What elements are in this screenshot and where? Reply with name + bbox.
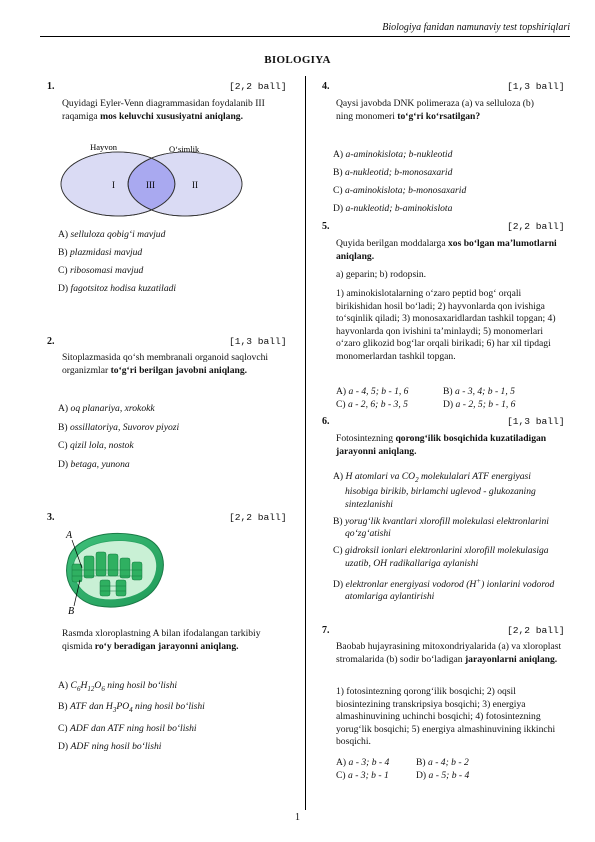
question-number: 6. [322,416,330,427]
question-number: 5. [322,221,330,232]
option-a[interactable]: A) H atomlari va $CO_2$ molekulalari ATF energiyasi hisobiga birikib, birlamchi uglevod - glukozaning sintezlanishi [333,471,536,510]
question-text: Baobab hujayrasining mitoxondriyalarida (a) va xloroplast stromalarida (b) sodir bo‘ladigan jarayonlarni aniqlang. [336,641,562,666]
option-d[interactable]: D) betaga, yunona [58,458,130,470]
option-a[interactable]: A) a - 3; b - 4 [336,757,390,768]
question-text: Rasmda xloroplastning A bilan ifodalangan tarkibiy qismida ro‘y beradigan jarayonni aniqlang. [62,628,261,653]
option-row-2 [336,770,566,783]
page-number: 1 [295,812,300,823]
venn-left-label: Hayvon [90,142,117,152]
option-row-1 [336,386,566,399]
question-text: Sitoplazmasida qo‘sh membranali organoid saqlovchi organizmlar to‘g‘ri berilgan javobni aniqlang. [62,352,269,377]
question-points: [2,2 ball] [229,512,287,523]
question-number: 2. [47,336,55,347]
venn-diagram [55,142,255,220]
answer-options [58,680,288,754]
option-d[interactable]: D) fagotsitoz hodisa kuzatiladi [58,283,177,294]
question-facts: 1) fotosintezning qorong‘ilik bosqichi; 2) oqsil biosintezining transkripsiya bosqichi; 3) energiya almashinuvining uchinchi bosqichi; 4) fotosintezning yorug‘lik bosqichi; 5) energiya almashinuvining ikkinchi bosqichi. [336,686,556,748]
option-b[interactable]: B) a - 3, 4; b - 1, 5 [443,386,515,397]
section-title: BIOLOGIYA [264,54,331,66]
option-a[interactable]: A) oq planariya, xrokokk [58,403,155,414]
question-text: Quyidagi Eyler-Venn diagrammasidan foydalanib III raqamiga mos keluvchi xususiyatni aniqlang. [62,98,265,123]
option-a[interactable]: A) a - 4, 5; b - 1, 6 [336,386,409,397]
answer-options [58,229,288,296]
option-row-2 [336,399,566,412]
option-b[interactable]: B) a-nukleotid; b-monosaxarid [333,167,453,178]
option-c[interactable]: C) ribosomasi mavjud [58,265,144,276]
option-d[interactable]: D) elektronlar energiyasi vodorod (H+) ionlarini vodorod atomlariga aylantirishi [333,576,555,603]
answer-options [333,471,565,604]
answer-options [333,149,568,216]
option-row-1 [336,757,566,770]
option-c[interactable]: C) ADF dan ATF ning hosil bo‘lishi [58,722,197,734]
option-c[interactable]: C) a - 3; b - 1 [336,769,389,781]
venn-region-1: I [112,180,115,190]
figure-label-b: B [68,606,75,616]
option-b[interactable]: B) plazmidasi mavjud [58,247,143,258]
option-a[interactable]: A) selluloza qobig‘i mavjud [58,229,166,240]
option-c[interactable]: C) a-aminokislota; b-monosaxarid [333,185,467,196]
option-a[interactable]: A) $C_6H_{12}O_6$ ning hosil bo‘lishi [58,680,178,693]
column-divider [305,76,306,810]
option-c[interactable]: C) gidroksil ionlari elektronlarini xlorofill molekulasiga uzatib, OH radikallariga aylanishi [333,545,549,569]
question-number: 7. [322,625,330,636]
question-number: 3. [47,512,55,523]
answer-options [58,403,288,471]
header-rule [40,36,570,37]
question-text: Fotosintezning qorong‘ilik bosqichida kuzatiladigan jarayonni aniqlang. [336,433,547,458]
option-a[interactable]: A) a-aminokislota; b-nukleotid [333,149,453,160]
question-points: [2,2 ball] [507,625,565,636]
question-facts: 1) aminokislotalarning o‘zaro peptid bog‘ orqali birikishidan hosil bo‘ladi; 2) hayvonlarda qon ivishiga to‘sqinlik qiladi; 3) monosaxaridlardan tashkil topgan; 4) hayvonlarda qon ivishini ta’minlaydi; 5) monomerlari o‘zaro glikozid bog‘lar orqali birikadi; 6) har xil tipdagi monomerlardan tashkil topgan. [336,288,556,362]
chloroplast-figure [60,526,170,616]
question-points: [1,3 ball] [507,416,565,427]
running-header: Biologiya fanidan namunaviy test topshiriqlari [382,22,570,33]
question-text: Quyida berilgan moddalarga xos bo‘lgan ma’lumotlarni aniqlang. [336,238,557,263]
question-points: [2,2 ball] [229,81,287,92]
option-b[interactable]: B) ossillatoriya, Suvorov piyozi [58,421,180,433]
question-points: [1,3 ball] [229,336,287,347]
option-d[interactable]: D) ADF ning hosil bo‘lishi [58,741,162,753]
answer-options [336,386,566,411]
question-number: 1. [47,81,55,92]
option-c[interactable]: C) qizil lola, nostok [58,440,134,451]
venn-right-label: O‘simlik [169,144,200,154]
question-points: [2,2 ball] [507,221,565,232]
answer-options [336,757,566,782]
option-d[interactable]: D) a-nukleotid; b-aminokislota [333,203,453,214]
venn-region-3: III [146,180,155,190]
figure-label-a: A [66,530,73,541]
option-c[interactable]: C) a - 2, 6; b - 3, 5 [336,398,408,410]
option-d[interactable]: D) a - 5; b - 4 [416,769,470,781]
question-number: 4. [322,81,330,92]
question-points: [1,3 ball] [507,81,565,92]
option-b[interactable]: B) ATF dan $H_3PO_4$ ning hosil bo‘lishi [58,701,205,715]
option-b[interactable]: B) a - 4; b - 2 [416,757,469,768]
question-text: Qaysi javobda DNK polimeraza (a) va selluloza (b) ning monomeri to‘g‘ri ko‘rsatilgan? [336,98,534,123]
venn-region-2: II [192,180,198,190]
question-items: a) geparin; b) rodopsin. [336,269,427,280]
option-b[interactable]: B) yorug‘lik kvantlari xlorofill molekulasi elektronlarini qo‘zg‘atishi [333,515,549,540]
option-d[interactable]: D) a - 2, 5; b - 1, 6 [443,398,516,410]
